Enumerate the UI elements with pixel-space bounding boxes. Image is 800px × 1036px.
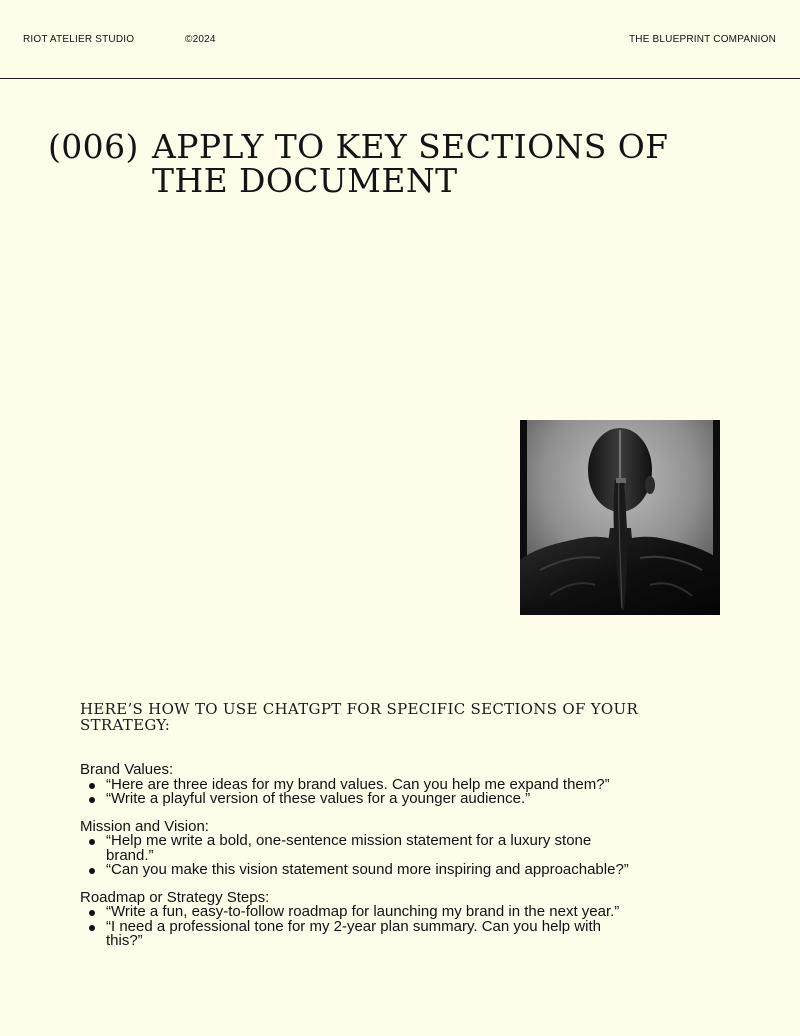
list-item: “Write a fun, easy-to-follow roadmap for launching my brand in the next year.”	[80, 905, 636, 920]
portrait-illustration	[520, 420, 720, 615]
list-item: “Here are three ideas for my brand values. Can you help me expand them?”	[80, 778, 636, 793]
section-brand-values	[80, 763, 680, 807]
page-title: APPLY TO KEY SECTIONS OF THE DOCUMENT	[152, 127, 669, 200]
list-item: “Help me write a bold, one-sentence mission statement for a luxury stone brand.”	[80, 834, 636, 863]
document-title: THE BLUEPRINT COMPANION	[628, 34, 776, 45]
header-divider	[0, 78, 800, 79]
section-mission-vision	[80, 817, 680, 878]
section-title: Roadmap or Strategy Steps:	[80, 888, 270, 906]
section-title: Brand Values:	[80, 761, 174, 778]
section-roadmap	[80, 888, 680, 949]
list-item: “Write a playful version of these values for a younger audience.”	[80, 792, 636, 807]
list-item: “Can you make this vision statement sound more inspiring and approachable?”	[80, 863, 636, 878]
section-title: Mission and Vision:	[80, 817, 209, 835]
section-list	[80, 763, 680, 962]
intro-heading: HERE’S HOW TO USE CHATGPT FOR SPECIFIC SECTIONS OF YOUR STRATEGY:	[80, 700, 639, 734]
copyright-year: ©2024	[185, 34, 216, 45]
portrait-photo	[520, 420, 720, 615]
studio-name: RIOT ATELIER STUDIO	[23, 34, 135, 45]
list-item: “I need a professional tone for my 2-year plan summary. Can you help with this?”	[80, 920, 636, 949]
section-number: (006)	[48, 127, 139, 166]
